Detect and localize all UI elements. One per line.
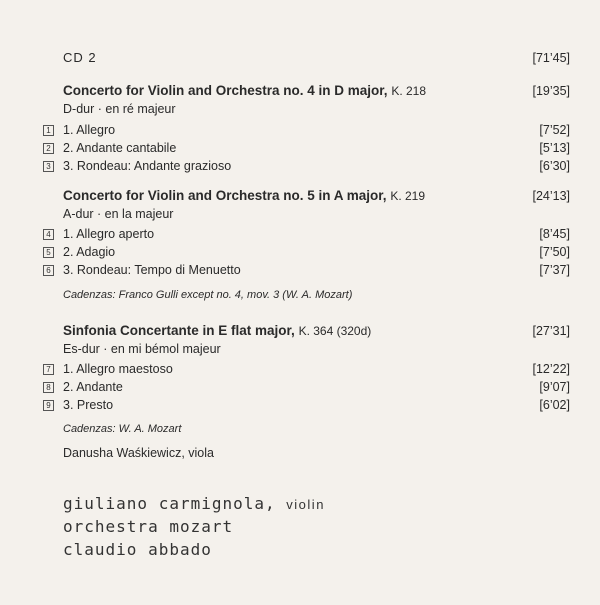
track-number-box: 7: [43, 364, 54, 375]
track-duration: [6’30]: [539, 159, 570, 173]
track-title: 2. Adagio: [63, 245, 116, 259]
orchestra-credit: orchestra mozart: [63, 517, 234, 536]
track-number-box: 5: [43, 247, 54, 258]
work-title: [63, 83, 426, 99]
track-number-box: 2: [43, 143, 54, 154]
work-title: [63, 188, 425, 204]
track-title: 3. Rondeau: Tempo di Menuetto: [63, 263, 241, 277]
work-title: [63, 323, 371, 339]
disc-label: CD 2: [63, 50, 97, 65]
track-title: 2. Andante cantabile: [63, 141, 177, 155]
track-title: 1. Allegro maestoso: [63, 362, 173, 376]
track-number-box: 9: [43, 400, 54, 411]
track-duration: [7’50]: [539, 245, 570, 259]
work-title-text: Concerto for Violin and Orchestra no. 5 in A major,: [63, 188, 387, 203]
track-title: 1. Allegro: [63, 123, 116, 137]
disc-total-duration: [71’45]: [532, 51, 570, 65]
soloist-instrument: violin: [286, 497, 325, 512]
work-subtitle: D-dur · en ré majeur: [63, 102, 176, 116]
violist-credit: Danusha Waśkiewicz, viola: [63, 446, 214, 460]
track-duration: [12’22]: [532, 362, 570, 376]
work-subtitle: A-dur · en la majeur: [63, 207, 174, 221]
track-title: 3. Rondeau: Andante grazioso: [63, 159, 232, 173]
cadenza-note: Cadenzas: W. A. Mozart: [63, 423, 182, 435]
track-duration: [8’45]: [539, 227, 570, 241]
track-title: 2. Andante: [63, 380, 123, 394]
track-number-box: 1: [43, 125, 54, 136]
track-duration: [7’52]: [539, 123, 570, 137]
track-duration: [9’07]: [539, 380, 570, 394]
track-number-box: 3: [43, 161, 54, 172]
track-title: 3. Presto: [63, 398, 114, 412]
work-duration: [19’35]: [532, 84, 570, 98]
track-title: 1. Allegro aperto: [63, 227, 155, 241]
track-number-box: 6: [43, 265, 54, 276]
work-duration: [27’31]: [532, 324, 570, 338]
work-catalog: K. 219: [390, 189, 426, 203]
track-number-box: 4: [43, 229, 54, 240]
cadenza-note: Cadenzas: Franco Gulli except no. 4, mov. 3 (W. A. Mozart): [63, 289, 353, 301]
work-title-text: Sinfonia Concertante in E flat major,: [63, 323, 295, 338]
conductor-credit: claudio abbado: [63, 540, 212, 559]
track-duration: [7’37]: [539, 263, 570, 277]
work-duration: [24’13]: [532, 189, 570, 203]
work-catalog: K. 364 (320d): [298, 324, 372, 338]
soloist-name: giuliano carmignola,: [63, 494, 276, 513]
track-duration: [6’02]: [539, 398, 570, 412]
work-title-text: Concerto for Violin and Orchestra no. 4 in D major,: [63, 83, 388, 98]
track-number-box: 8: [43, 382, 54, 393]
soloist-credit: [63, 494, 325, 515]
work-subtitle: Es-dur · en mi bémol majeur: [63, 342, 221, 356]
work-catalog: K. 218: [391, 84, 427, 98]
track-duration: [5’13]: [539, 141, 570, 155]
